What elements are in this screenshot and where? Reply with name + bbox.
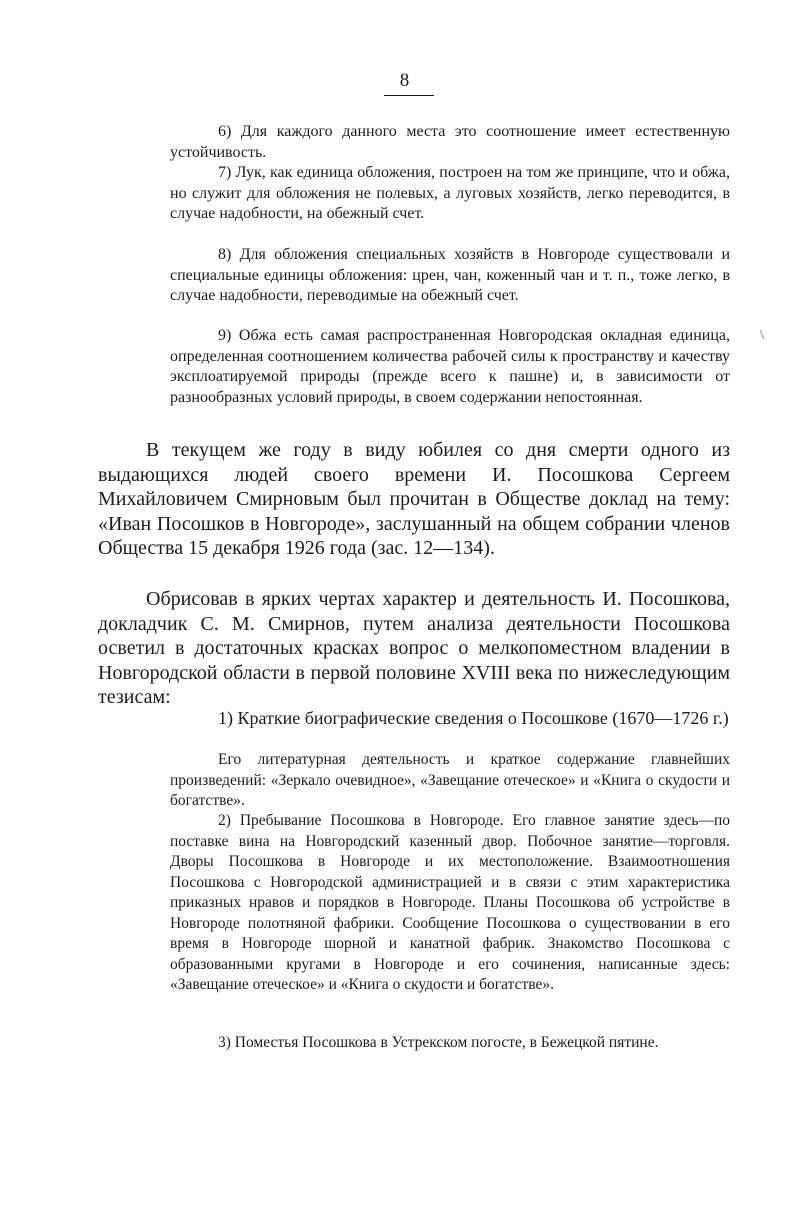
thesis-6: 6) Для каждого данного места это соотношение имеет естественную устойчивость. (170, 123, 730, 161)
thesis-3: 3) Поместья Посошкова в Устрекском погосте, в Бежецкой пятине. (218, 1034, 659, 1051)
page-number: 8 (399, 70, 410, 91)
report-summary-paragraph: Обрисовав в ярких чертах характер и деятельность И. Посошкова, докладчик С. М. Смирнов, путем анализа деятельности Посошкова осветил в достаточных красках вопрос о мелкопоместном владении в Новгородской области в первой половине XVIII века по нижеследующим тезисам: (98, 588, 730, 708)
thesis-8: 8) Для обложения специальных хозяйств в Новгороде существовали и специальные единицы обложения: црен, чан, коженный чан и т. п., тоже легко, в случае надобности, переводимые на обежный счет. (170, 246, 730, 304)
thesis-7: 7) Лук, как единица обложения, построен на том же принципе, что и обжа, но служит для обложения не полевых, а луговых хозяйств, легко переводится, в случае надобности, на обежный счет. (170, 164, 730, 222)
report-paragraph: В текущем же году в виду юбилея со дня смерти одного из выдающихся людей своего времени И. Посошкова Сергеем Михайловичем Смирновым был прочитан в Обществе доклад на тему: «Иван Посошков в Новгороде», заслушанный на общем собрании членов Общества 15 декабря 1926 года (зас. 12—134). (98, 439, 730, 559)
page-number-underline (384, 95, 434, 96)
margin-mark: \ (760, 328, 764, 343)
thesis-1-note: Его литературная деятельность и краткое содержание главнейших произведений: «Зеркало очевидное», «Завещание отеческое» и «Книга о скудости и богатстве». (170, 751, 730, 809)
thesis-2: 2) Пребывание Посошкова в Новгороде. Его главное занятие здесь—по поставке вина на Новгородский казенный двор. Побочное занятие—торговля. Дворы Посошкова в Новгороде и их местоположение. Взаимоотношения Посошкова с Новгородской администрацией и в связи с этим характеристика приказных нравов и порядков в Новгороде. Планы Посошкова об устройстве в Новгороде полотняной фабрики. Сообщение Посошкова о существовании в его время в Новгороде шорной и канатной фабрик. Знакомство Посошкова с образованными кругами в Новгороде и его сочинения, написанные здесь: «Завещание отеческое» и «Книга о скудости и богатстве». (170, 812, 730, 993)
thesis-1: 1) Краткие биографические сведения о Посошкове (1670—1726 г.) (218, 708, 729, 728)
thesis-9: 9) Обжа есть самая распространенная Новгородская окладная единица, определенная соотношением количества рабочей силы к пространству и качеству эксплоатируемой природы (прежде всего к пашне) и, в зависимости от разнообразных условий природы, в своем содержании непостоянная. (170, 327, 730, 406)
